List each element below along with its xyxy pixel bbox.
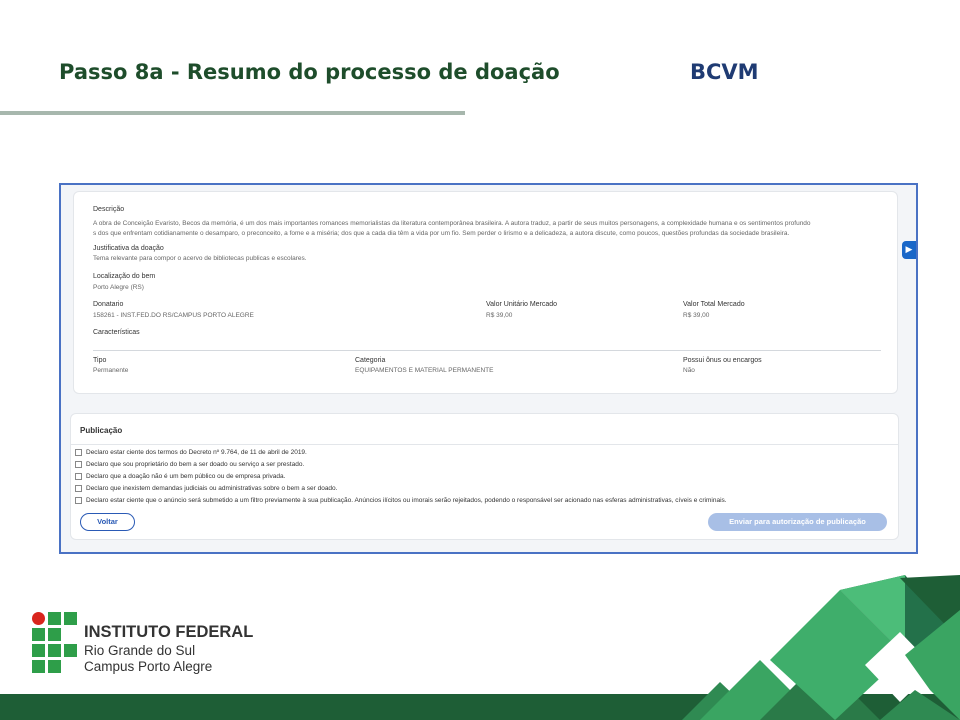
justificativa-label: Justificativa da doação [93,245,164,252]
descricao-label: Descrição [93,206,125,213]
declaration-label: Declaro que a doação não é um bem público ou de empresa privada. [86,472,286,480]
categoria-value: EQUIPAMENTOS E MATERIAL PERMANENTE [355,367,494,374]
valor-unitario-label: Valor Unitário Mercado [486,301,558,308]
submit-publication-button[interactable]: Enviar para autorização de publicação [708,513,887,531]
logo-line2: Rio Grande do Sul [84,643,196,658]
valor-total-label: Valor Total Mercado [683,301,745,308]
onus-label: Possui ônus ou encargos [683,357,762,364]
declaration-label: Declaro que sou proprietário do bem a ser doado ou serviço a ser prestado. [86,460,305,468]
logo-name: INSTITUTO FEDERAL [84,623,254,641]
back-button[interactable]: Voltar [80,513,135,531]
declaration-label: Declaro estar ciente que o anúncio será submetido a um filtro previamente à sua publicação. Anúncios ilícitos ou imorais serão rejeitados, podendo o responsável ser acionado nas esferas administrativas, cíveis e criminais. [86,496,727,504]
accessibility-handle-icon[interactable]: ▶ [902,241,916,259]
tipo-value: Permanente [93,367,129,374]
publicacao-title: Publicação [80,426,123,435]
valor-unitario-value: R$ 39,00 [486,312,513,319]
onus-value: Não [683,367,695,374]
slide-tag: BCVM [690,60,759,84]
descricao-line: s dos que enfrentam cotidianamente o desamparo, o preconceito, a fome e a miséria; dos que a cada dia têm a vida por um fio. Sem perder o lirismo e a delicadeza, a autora discute, como poucos, questões profundas da sociedade brasileira. [93,229,790,237]
donatario-value: 158261 - INST.FED.DO RS/CAMPUS PORTO ALEGRE [93,312,254,319]
declaration-label: Declaro que inexistem demandas judiciais ou administrativas sobre o bem a ser doado. [86,484,338,492]
logo-line3: Campus Porto Alegre [84,659,213,674]
valor-total-value: R$ 39,00 [683,312,710,319]
caracteristicas-label: Características [93,329,140,336]
justificativa-value: Tema relevante para compor o acervo de bibliotecas publicas e escolares. [93,255,307,262]
categoria-label: Categoria [355,357,386,364]
tipo-label: Tipo [93,357,107,364]
slide-title: Passo 8a - Resumo do processo de doação [59,60,560,84]
localizacao-label: Localização do bem [93,273,156,280]
localizacao-value: Porto Alegre (RS) [93,284,144,291]
declaration-label: Declaro estar ciente dos termos do Decreto nº 9.764, de 11 de abril de 2019. [86,448,307,456]
descricao-line: A obra de Conceição Evaristo, Becos da memória, é um dos mais importantes romances memorialistas da literatura contemporânea brasileira. A autora traduz, a partir de seus muitos personagens, a complexidade humana e os sentimentos profundo [93,220,811,227]
donatario-label: Donatario [93,301,124,308]
